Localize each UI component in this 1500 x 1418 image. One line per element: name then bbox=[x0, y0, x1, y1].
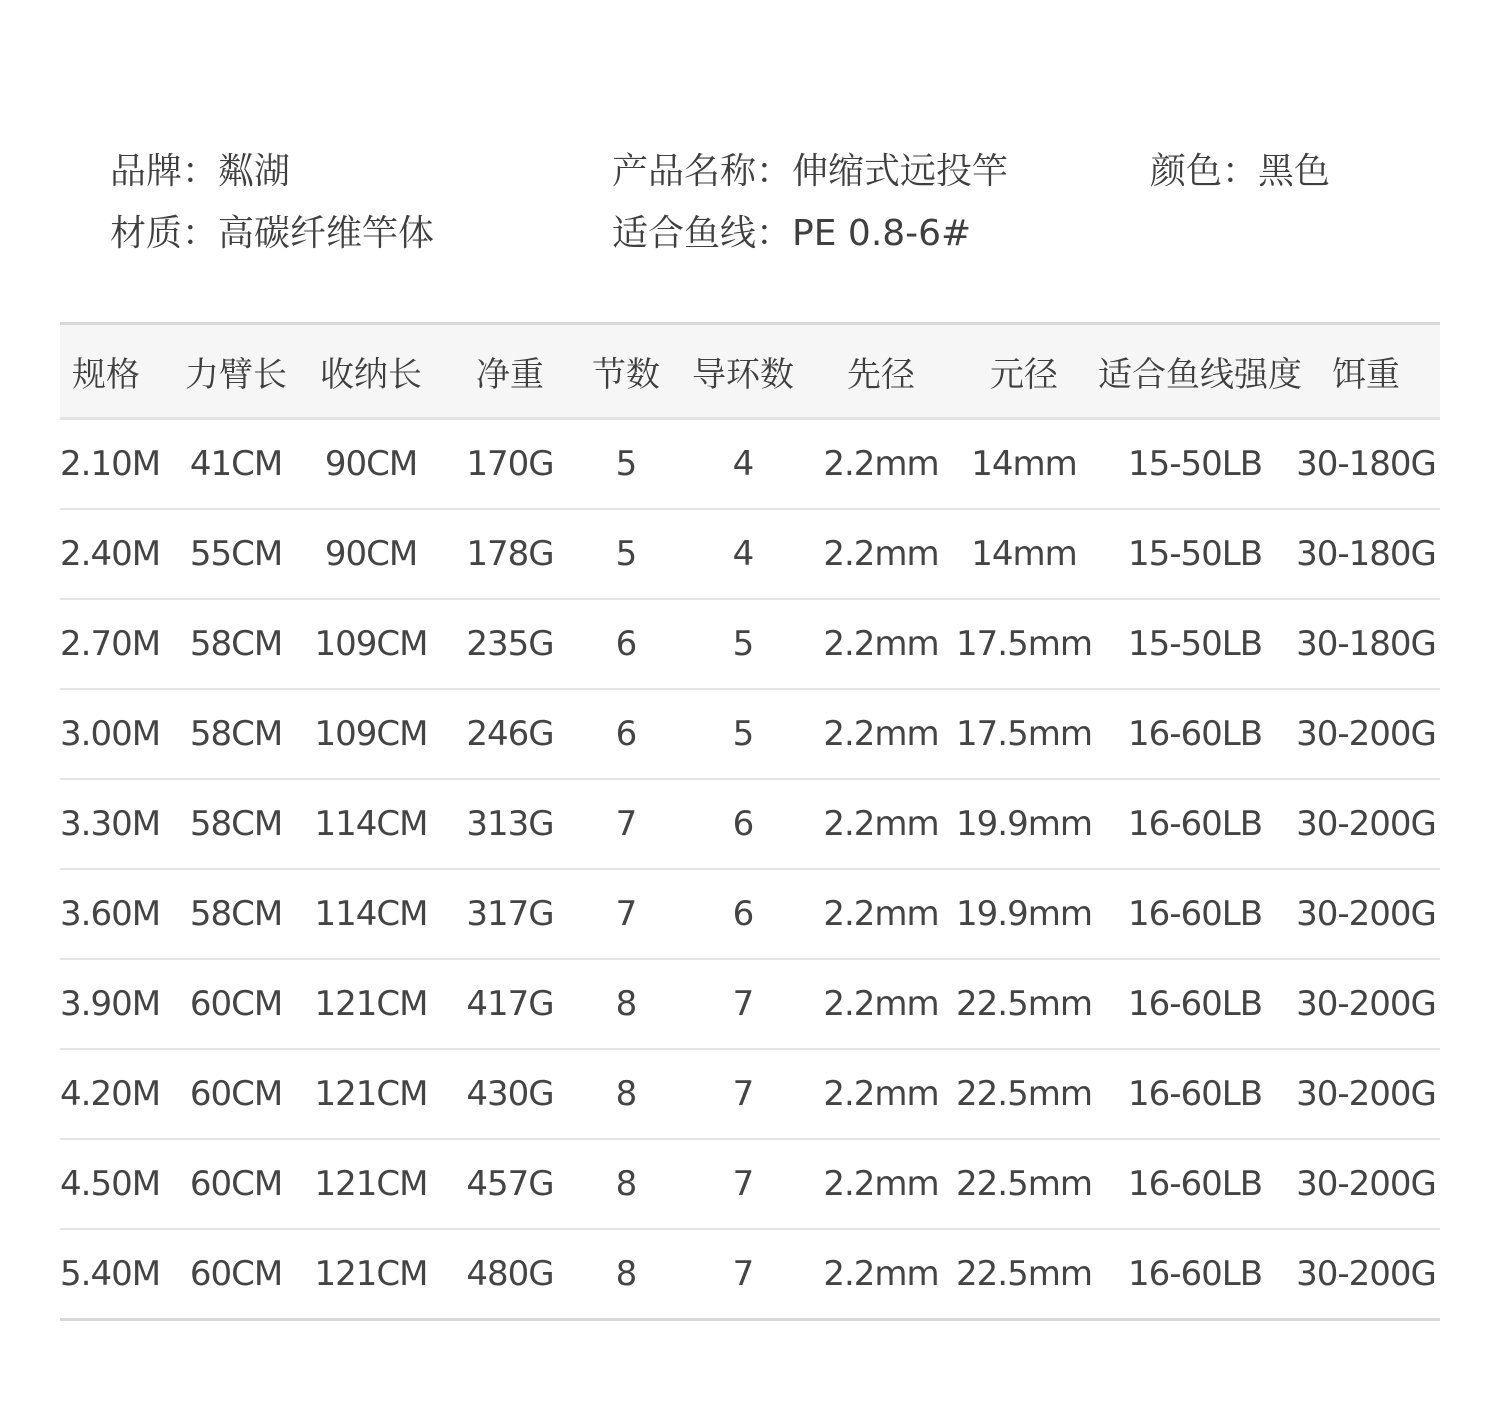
cell-sections: 8 bbox=[615, 984, 637, 1024]
cell-lure-weight: 30-180G bbox=[1296, 624, 1436, 664]
cell-sections: 8 bbox=[615, 1254, 637, 1294]
material-label: 材质： bbox=[110, 213, 219, 254]
cell-spec: 4.20M bbox=[60, 1074, 161, 1114]
material-spec bbox=[110, 212, 434, 256]
column-header-tip-diameter: 先径 bbox=[847, 354, 915, 395]
column-header-sections: 节数 bbox=[592, 354, 660, 395]
cell-guide-count: 7 bbox=[732, 984, 754, 1024]
cell-lure-weight: 30-180G bbox=[1296, 444, 1436, 484]
cell-spec: 3.00M bbox=[60, 714, 161, 754]
cell-guide-count: 6 bbox=[732, 894, 754, 934]
cell-sections: 5 bbox=[615, 444, 637, 484]
cell-lure-weight: 30-200G bbox=[1296, 1164, 1436, 1204]
fishing-line-spec bbox=[612, 212, 971, 256]
column-header-net-weight: 净重 bbox=[476, 354, 544, 395]
cell-tip-diameter: 2.2mm bbox=[823, 714, 939, 754]
product-name-spec bbox=[612, 150, 1008, 194]
cell-stored-length: 90CM bbox=[324, 534, 418, 574]
cell-stored-length: 90CM bbox=[324, 444, 418, 484]
cell-stored-length: 121CM bbox=[314, 1164, 428, 1204]
cell-butt-diameter: 14mm bbox=[971, 444, 1077, 484]
product-name-label: 产品名称： bbox=[612, 151, 793, 192]
column-header-lure-weight: 饵重 bbox=[1332, 354, 1400, 395]
cell-spec: 3.90M bbox=[60, 984, 161, 1024]
table-row bbox=[60, 419, 1440, 510]
cell-line-strength: 15-50LB bbox=[1127, 534, 1263, 574]
cell-arm-length: 58CM bbox=[189, 714, 283, 754]
table-row bbox=[60, 1049, 1440, 1139]
cell-tip-diameter: 2.2mm bbox=[823, 1164, 939, 1204]
cell-lure-weight: 30-200G bbox=[1296, 1254, 1436, 1294]
cell-lure-weight: 30-200G bbox=[1296, 714, 1436, 754]
cell-guide-count: 7 bbox=[732, 1074, 754, 1114]
color-spec bbox=[1150, 150, 1330, 194]
cell-butt-diameter: 19.9mm bbox=[956, 894, 1092, 934]
cell-guide-count: 7 bbox=[732, 1164, 754, 1204]
cell-tip-diameter: 2.2mm bbox=[823, 534, 939, 574]
cell-guide-count: 6 bbox=[732, 804, 754, 844]
cell-line-strength: 16-60LB bbox=[1127, 1074, 1263, 1114]
cell-line-strength: 16-60LB bbox=[1127, 984, 1263, 1024]
cell-spec: 2.10M bbox=[60, 444, 161, 484]
cell-net-weight: 170G bbox=[466, 444, 554, 484]
cell-stored-length: 109CM bbox=[314, 714, 428, 754]
brand-value: 粼湖 bbox=[218, 151, 291, 192]
spec-table-container bbox=[60, 322, 1440, 1321]
cell-arm-length: 60CM bbox=[189, 1074, 283, 1114]
cell-guide-count: 4 bbox=[732, 444, 754, 484]
cell-butt-diameter: 22.5mm bbox=[956, 1164, 1092, 1204]
table-row bbox=[60, 869, 1440, 959]
cell-guide-count: 5 bbox=[732, 714, 754, 754]
cell-net-weight: 457G bbox=[466, 1164, 554, 1204]
column-header-stored-length: 收纳长 bbox=[320, 354, 422, 395]
table-row bbox=[60, 689, 1440, 779]
cell-sections: 6 bbox=[615, 714, 637, 754]
color-label: 颜色： bbox=[1150, 151, 1259, 192]
cell-tip-diameter: 2.2mm bbox=[823, 984, 939, 1024]
cell-tip-diameter: 2.2mm bbox=[823, 1074, 939, 1114]
cell-sections: 8 bbox=[615, 1164, 637, 1204]
cell-arm-length: 58CM bbox=[189, 624, 283, 664]
cell-butt-diameter: 17.5mm bbox=[956, 624, 1092, 664]
table-row bbox=[60, 959, 1440, 1049]
material-value: 高碳纤维竿体 bbox=[218, 213, 435, 254]
cell-arm-length: 60CM bbox=[189, 1254, 283, 1294]
fishing-line-label: 适合鱼线： bbox=[612, 213, 793, 254]
cell-spec: 2.40M bbox=[60, 534, 161, 574]
cell-guide-count: 7 bbox=[732, 1254, 754, 1294]
brand-label: 品牌： bbox=[110, 151, 219, 192]
cell-arm-length: 60CM bbox=[189, 984, 283, 1024]
cell-line-strength: 15-50LB bbox=[1127, 624, 1263, 664]
column-header-butt-diameter: 元径 bbox=[990, 354, 1058, 395]
column-header-line-strength: 适合鱼线强度 bbox=[1098, 354, 1302, 395]
cell-line-strength: 15-50LB bbox=[1127, 444, 1263, 484]
cell-stored-length: 114CM bbox=[314, 894, 428, 934]
cell-butt-diameter: 22.5mm bbox=[956, 1254, 1092, 1294]
cell-butt-diameter: 14mm bbox=[971, 534, 1077, 574]
cell-net-weight: 430G bbox=[466, 1074, 554, 1114]
cell-sections: 8 bbox=[615, 1074, 637, 1114]
brand-spec bbox=[110, 150, 290, 194]
cell-stored-length: 109CM bbox=[314, 624, 428, 664]
cell-stored-length: 114CM bbox=[314, 804, 428, 844]
table-row bbox=[60, 599, 1440, 689]
product-specs bbox=[0, 0, 1500, 300]
cell-stored-length: 121CM bbox=[314, 1254, 428, 1294]
cell-sections: 7 bbox=[615, 894, 637, 934]
cell-tip-diameter: 2.2mm bbox=[823, 804, 939, 844]
table-row bbox=[60, 779, 1440, 869]
cell-arm-length: 41CM bbox=[189, 444, 283, 484]
cell-butt-diameter: 22.5mm bbox=[956, 1074, 1092, 1114]
cell-butt-diameter: 22.5mm bbox=[956, 984, 1092, 1024]
cell-net-weight: 178G bbox=[466, 534, 554, 574]
cell-sections: 7 bbox=[615, 804, 637, 844]
cell-net-weight: 317G bbox=[466, 894, 554, 934]
cell-lure-weight: 30-200G bbox=[1296, 984, 1436, 1024]
cell-spec: 5.40M bbox=[60, 1254, 161, 1294]
table-row bbox=[60, 1229, 1440, 1320]
cell-guide-count: 4 bbox=[732, 534, 754, 574]
cell-spec: 4.50M bbox=[60, 1164, 161, 1204]
cell-net-weight: 480G bbox=[466, 1254, 554, 1294]
header-row bbox=[60, 324, 1440, 419]
cell-arm-length: 58CM bbox=[189, 894, 283, 934]
cell-spec: 2.70M bbox=[60, 624, 161, 664]
cell-tip-diameter: 2.2mm bbox=[823, 894, 939, 934]
cell-butt-diameter: 17.5mm bbox=[956, 714, 1092, 754]
cell-sections: 6 bbox=[615, 624, 637, 664]
cell-spec: 3.30M bbox=[60, 804, 161, 844]
cell-lure-weight: 30-200G bbox=[1296, 1074, 1436, 1114]
cell-tip-diameter: 2.2mm bbox=[823, 444, 939, 484]
cell-tip-diameter: 2.2mm bbox=[823, 624, 939, 664]
cell-net-weight: 417G bbox=[466, 984, 554, 1024]
table-row bbox=[60, 1139, 1440, 1229]
cell-sections: 5 bbox=[615, 534, 637, 574]
table-row bbox=[60, 509, 1440, 599]
cell-lure-weight: 30-200G bbox=[1296, 804, 1436, 844]
cell-butt-diameter: 19.9mm bbox=[956, 804, 1092, 844]
cell-arm-length: 58CM bbox=[189, 804, 283, 844]
cell-line-strength: 16-60LB bbox=[1127, 714, 1263, 754]
cell-line-strength: 16-60LB bbox=[1127, 1254, 1263, 1294]
cell-arm-length: 60CM bbox=[189, 1164, 283, 1204]
spec-table bbox=[60, 322, 1440, 1321]
cell-tip-diameter: 2.2mm bbox=[823, 1254, 939, 1294]
fishing-line-value: PE 0.8-6# bbox=[792, 213, 972, 254]
cell-stored-length: 121CM bbox=[314, 984, 428, 1024]
cell-stored-length: 121CM bbox=[314, 1074, 428, 1114]
cell-lure-weight: 30-180G bbox=[1296, 534, 1436, 574]
cell-line-strength: 16-60LB bbox=[1127, 894, 1263, 934]
column-header-arm-length: 力臂长 bbox=[185, 354, 287, 395]
column-header-guide-count: 导环数 bbox=[692, 354, 794, 395]
cell-net-weight: 313G bbox=[466, 804, 554, 844]
product-name-value: 伸缩式远投竿 bbox=[792, 151, 1009, 192]
cell-net-weight: 235G bbox=[466, 624, 554, 664]
cell-guide-count: 5 bbox=[732, 624, 754, 664]
table-header bbox=[60, 324, 1440, 419]
cell-spec: 3.60M bbox=[60, 894, 161, 934]
cell-net-weight: 246G bbox=[466, 714, 554, 754]
table-body bbox=[60, 419, 1440, 1320]
color-value: 黑色 bbox=[1258, 151, 1331, 192]
cell-line-strength: 16-60LB bbox=[1127, 1164, 1263, 1204]
cell-line-strength: 16-60LB bbox=[1127, 804, 1263, 844]
column-header-spec: 规格 bbox=[72, 354, 140, 395]
cell-lure-weight: 30-200G bbox=[1296, 894, 1436, 934]
cell-arm-length: 55CM bbox=[189, 534, 283, 574]
